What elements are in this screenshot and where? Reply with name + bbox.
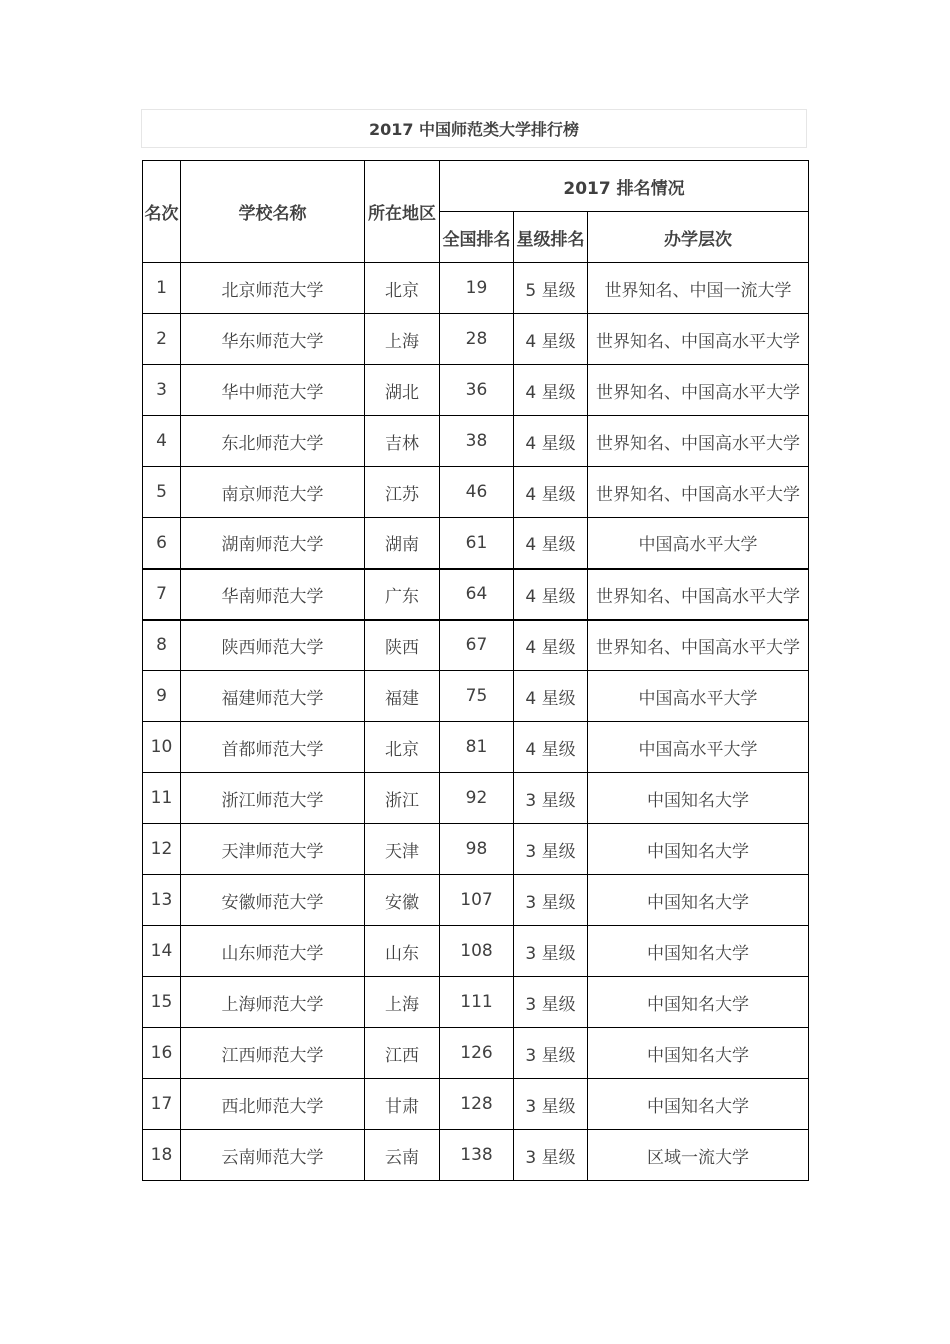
cell-level: 世界知名、中国高水平大学 — [588, 314, 809, 365]
cell-school: 华南师范大学 — [181, 569, 365, 620]
cell-region: 甘肃 — [365, 1079, 440, 1130]
cell-star-rank: 4 星级 — [514, 467, 588, 518]
cell-school: 华东师范大学 — [181, 314, 365, 365]
cell-region: 安徽 — [365, 875, 440, 926]
cell-national-rank: 111 — [440, 977, 514, 1028]
ranking-table — [142, 160, 809, 1181]
cell-level: 世界知名、中国高水平大学 — [588, 620, 809, 671]
cell-star-rank: 3 星级 — [514, 977, 588, 1028]
cell-school: 湖南师范大学 — [181, 518, 365, 569]
table-row — [143, 365, 809, 416]
table-row — [143, 671, 809, 722]
cell-region: 广东 — [365, 569, 440, 620]
cell-region: 浙江 — [365, 773, 440, 824]
cell-star-rank: 3 星级 — [514, 926, 588, 977]
cell-region: 北京 — [365, 263, 440, 314]
cell-school: 江西师范大学 — [181, 1028, 365, 1079]
cell-school: 山东师范大学 — [181, 926, 365, 977]
cell-region: 山东 — [365, 926, 440, 977]
cell-level: 中国高水平大学 — [588, 671, 809, 722]
cell-region: 上海 — [365, 314, 440, 365]
cell-level: 中国知名大学 — [588, 773, 809, 824]
table-row — [143, 518, 809, 569]
cell-star-rank: 3 星级 — [514, 1028, 588, 1079]
table-row — [143, 467, 809, 518]
cell-level: 区域一流大学 — [588, 1130, 809, 1181]
cell-national-rank: 138 — [440, 1130, 514, 1181]
cell-school: 福建师范大学 — [181, 671, 365, 722]
header-rank: 名次 — [143, 161, 181, 263]
cell-rank: 7 — [143, 569, 181, 620]
cell-level: 中国知名大学 — [588, 875, 809, 926]
cell-level: 中国知名大学 — [588, 926, 809, 977]
cell-school: 西北师范大学 — [181, 1079, 365, 1130]
cell-level: 中国知名大学 — [588, 1079, 809, 1130]
cell-school: 云南师范大学 — [181, 1130, 365, 1181]
cell-national-rank: 46 — [440, 467, 514, 518]
cell-national-rank: 67 — [440, 620, 514, 671]
table-row — [143, 824, 809, 875]
table-row — [143, 620, 809, 671]
cell-star-rank: 4 星级 — [514, 518, 588, 569]
header-national-rank: 全国排名 — [440, 212, 514, 263]
cell-region: 吉林 — [365, 416, 440, 467]
cell-region: 陕西 — [365, 620, 440, 671]
cell-national-rank: 28 — [440, 314, 514, 365]
cell-region: 上海 — [365, 977, 440, 1028]
cell-level: 中国知名大学 — [588, 977, 809, 1028]
cell-national-rank: 19 — [440, 263, 514, 314]
cell-rank: 9 — [143, 671, 181, 722]
cell-school: 上海师范大学 — [181, 977, 365, 1028]
header-star-rank: 星级排名 — [514, 212, 588, 263]
table-row — [143, 1079, 809, 1130]
header-school: 学校名称 — [181, 161, 365, 263]
cell-school: 安徽师范大学 — [181, 875, 365, 926]
cell-star-rank: 3 星级 — [514, 875, 588, 926]
table-row — [143, 314, 809, 365]
cell-region: 湖南 — [365, 518, 440, 569]
cell-national-rank: 98 — [440, 824, 514, 875]
cell-rank: 14 — [143, 926, 181, 977]
cell-region: 北京 — [365, 722, 440, 773]
cell-rank: 4 — [143, 416, 181, 467]
cell-national-rank: 92 — [440, 773, 514, 824]
cell-rank: 1 — [143, 263, 181, 314]
cell-rank: 3 — [143, 365, 181, 416]
table-row — [143, 1130, 809, 1181]
table-title: 2017 中国师范类大学排行榜 — [368, 120, 580, 139]
cell-rank: 16 — [143, 1028, 181, 1079]
cell-school: 北京师范大学 — [181, 263, 365, 314]
cell-star-rank: 4 星级 — [514, 620, 588, 671]
cell-national-rank: 126 — [440, 1028, 514, 1079]
cell-region: 福建 — [365, 671, 440, 722]
table-row — [143, 875, 809, 926]
cell-star-rank: 4 星级 — [514, 314, 588, 365]
cell-national-rank: 108 — [440, 926, 514, 977]
cell-rank: 5 — [143, 467, 181, 518]
cell-region: 云南 — [365, 1130, 440, 1181]
cell-star-rank: 4 星级 — [514, 365, 588, 416]
cell-rank: 6 — [143, 518, 181, 569]
cell-school: 华中师范大学 — [181, 365, 365, 416]
cell-school: 首都师范大学 — [181, 722, 365, 773]
cell-national-rank: 38 — [440, 416, 514, 467]
table-row — [143, 263, 809, 314]
cell-school: 天津师范大学 — [181, 824, 365, 875]
cell-rank: 2 — [143, 314, 181, 365]
cell-level: 中国高水平大学 — [588, 518, 809, 569]
table-row — [143, 773, 809, 824]
cell-national-rank: 61 — [440, 518, 514, 569]
table-row — [143, 1028, 809, 1079]
cell-national-rank: 128 — [440, 1079, 514, 1130]
table-row — [143, 722, 809, 773]
table-row — [143, 977, 809, 1028]
cell-level: 中国知名大学 — [588, 1028, 809, 1079]
cell-region: 江西 — [365, 1028, 440, 1079]
cell-school: 东北师范大学 — [181, 416, 365, 467]
cell-star-rank: 3 星级 — [514, 773, 588, 824]
cell-star-rank: 3 星级 — [514, 824, 588, 875]
cell-national-rank: 81 — [440, 722, 514, 773]
table-row — [143, 926, 809, 977]
cell-national-rank: 107 — [440, 875, 514, 926]
cell-region: 天津 — [365, 824, 440, 875]
cell-school: 南京师范大学 — [181, 467, 365, 518]
cell-school: 陕西师范大学 — [181, 620, 365, 671]
cell-star-rank: 4 星级 — [514, 722, 588, 773]
table-row — [143, 569, 809, 620]
cell-level: 世界知名、中国一流大学 — [588, 263, 809, 314]
header-ranking-group: 2017 排名情况 — [440, 161, 809, 212]
cell-national-rank: 64 — [440, 569, 514, 620]
cell-star-rank: 3 星级 — [514, 1079, 588, 1130]
cell-rank: 10 — [143, 722, 181, 773]
cell-level: 世界知名、中国高水平大学 — [588, 365, 809, 416]
cell-rank: 15 — [143, 977, 181, 1028]
cell-level: 中国高水平大学 — [588, 722, 809, 773]
cell-star-rank: 4 星级 — [514, 569, 588, 620]
cell-level: 中国知名大学 — [588, 824, 809, 875]
cell-rank: 11 — [143, 773, 181, 824]
cell-level: 世界知名、中国高水平大学 — [588, 467, 809, 518]
cell-level: 世界知名、中国高水平大学 — [588, 416, 809, 467]
cell-rank: 13 — [143, 875, 181, 926]
cell-national-rank: 75 — [440, 671, 514, 722]
table-body — [143, 263, 809, 1181]
cell-school: 浙江师范大学 — [181, 773, 365, 824]
cell-star-rank: 5 星级 — [514, 263, 588, 314]
cell-star-rank: 3 星级 — [514, 1130, 588, 1181]
cell-rank: 12 — [143, 824, 181, 875]
cell-star-rank: 4 星级 — [514, 671, 588, 722]
table-title-box — [141, 109, 807, 148]
cell-rank: 8 — [143, 620, 181, 671]
cell-rank: 18 — [143, 1130, 181, 1181]
header-level: 办学层次 — [588, 212, 809, 263]
cell-rank: 17 — [143, 1079, 181, 1130]
header-region: 所在地区 — [365, 161, 440, 263]
cell-region: 江苏 — [365, 467, 440, 518]
table-row — [143, 416, 809, 467]
cell-star-rank: 4 星级 — [514, 416, 588, 467]
cell-national-rank: 36 — [440, 365, 514, 416]
cell-level: 世界知名、中国高水平大学 — [588, 569, 809, 620]
cell-region: 湖北 — [365, 365, 440, 416]
